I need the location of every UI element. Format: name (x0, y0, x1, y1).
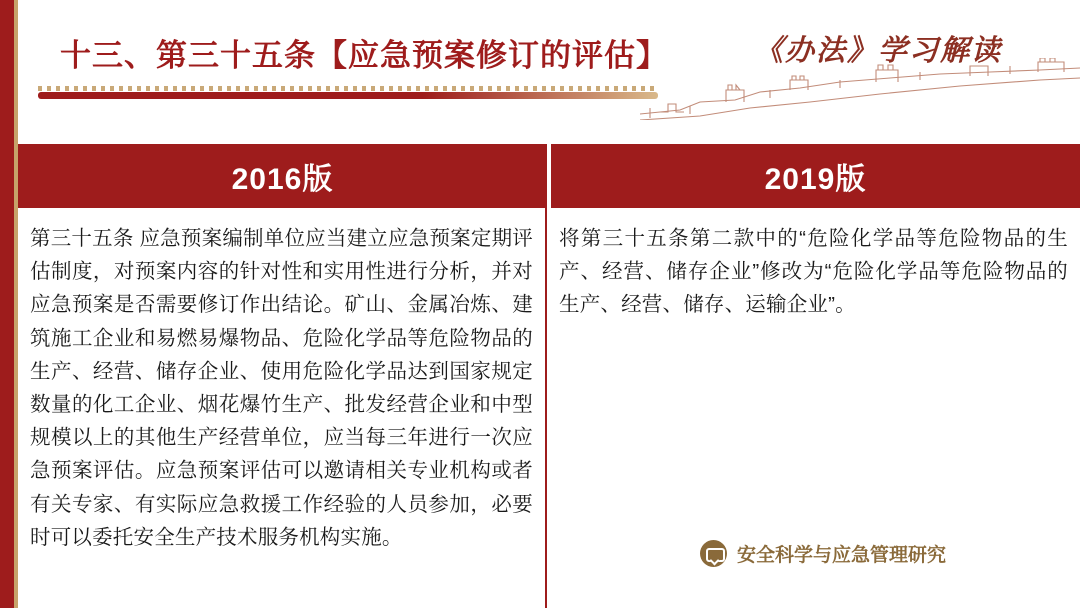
table-cell-2016-text: 第三十五条 应急预案编制单位应当建立应急预案定期评估制度，对预案内容的针对性和实用性进行分析，并对应急预案是否需要修订作出结论。矿山、金属冶炼、建筑施工企业和易燃易爆物品、危险化学品等危险物品的生产、经营、储存企业、使用危险化学品达到国家规定数量的化工企业、烟花爆竹生产、批发经营企业和中型规模以上的其他生产经营单位，应当每三年进行一次应急预案评估。应急预案评估可以邀请相关专业机构或者有关专家、有实际应急救援工作经验的人员参加，必要时可以委托安全生产技术服务机构实施。 (18, 208, 547, 608)
watermark (700, 540, 946, 567)
title-underline (38, 92, 658, 99)
slide-header (18, 0, 1080, 120)
table-header-2019: 2019版 (551, 144, 1080, 208)
watermark-label: 安全科学与应急管理研究 (737, 545, 947, 566)
wechat-official-account-icon (700, 540, 727, 567)
table-header-2016: 2016版 (18, 144, 547, 208)
title-underline-dots (38, 86, 658, 91)
page-title: 十三、第三十五条【应急预案修订的评估】 (60, 38, 668, 73)
great-wall-illustration (640, 58, 1080, 120)
left-accent-bar (0, 0, 14, 608)
brush-subtitle: 《办法》学习解读 (753, 35, 1002, 67)
table-header-row (18, 144, 1080, 208)
table-cell-2019-text: 将第三十五条第二款中的“危险化学品等危险物品的生产、经营、储存企业”修改为“危险化学品等危险物品的生产、经营、储存、运输企业”。 (559, 227, 1068, 317)
comparison-table (18, 144, 1080, 608)
